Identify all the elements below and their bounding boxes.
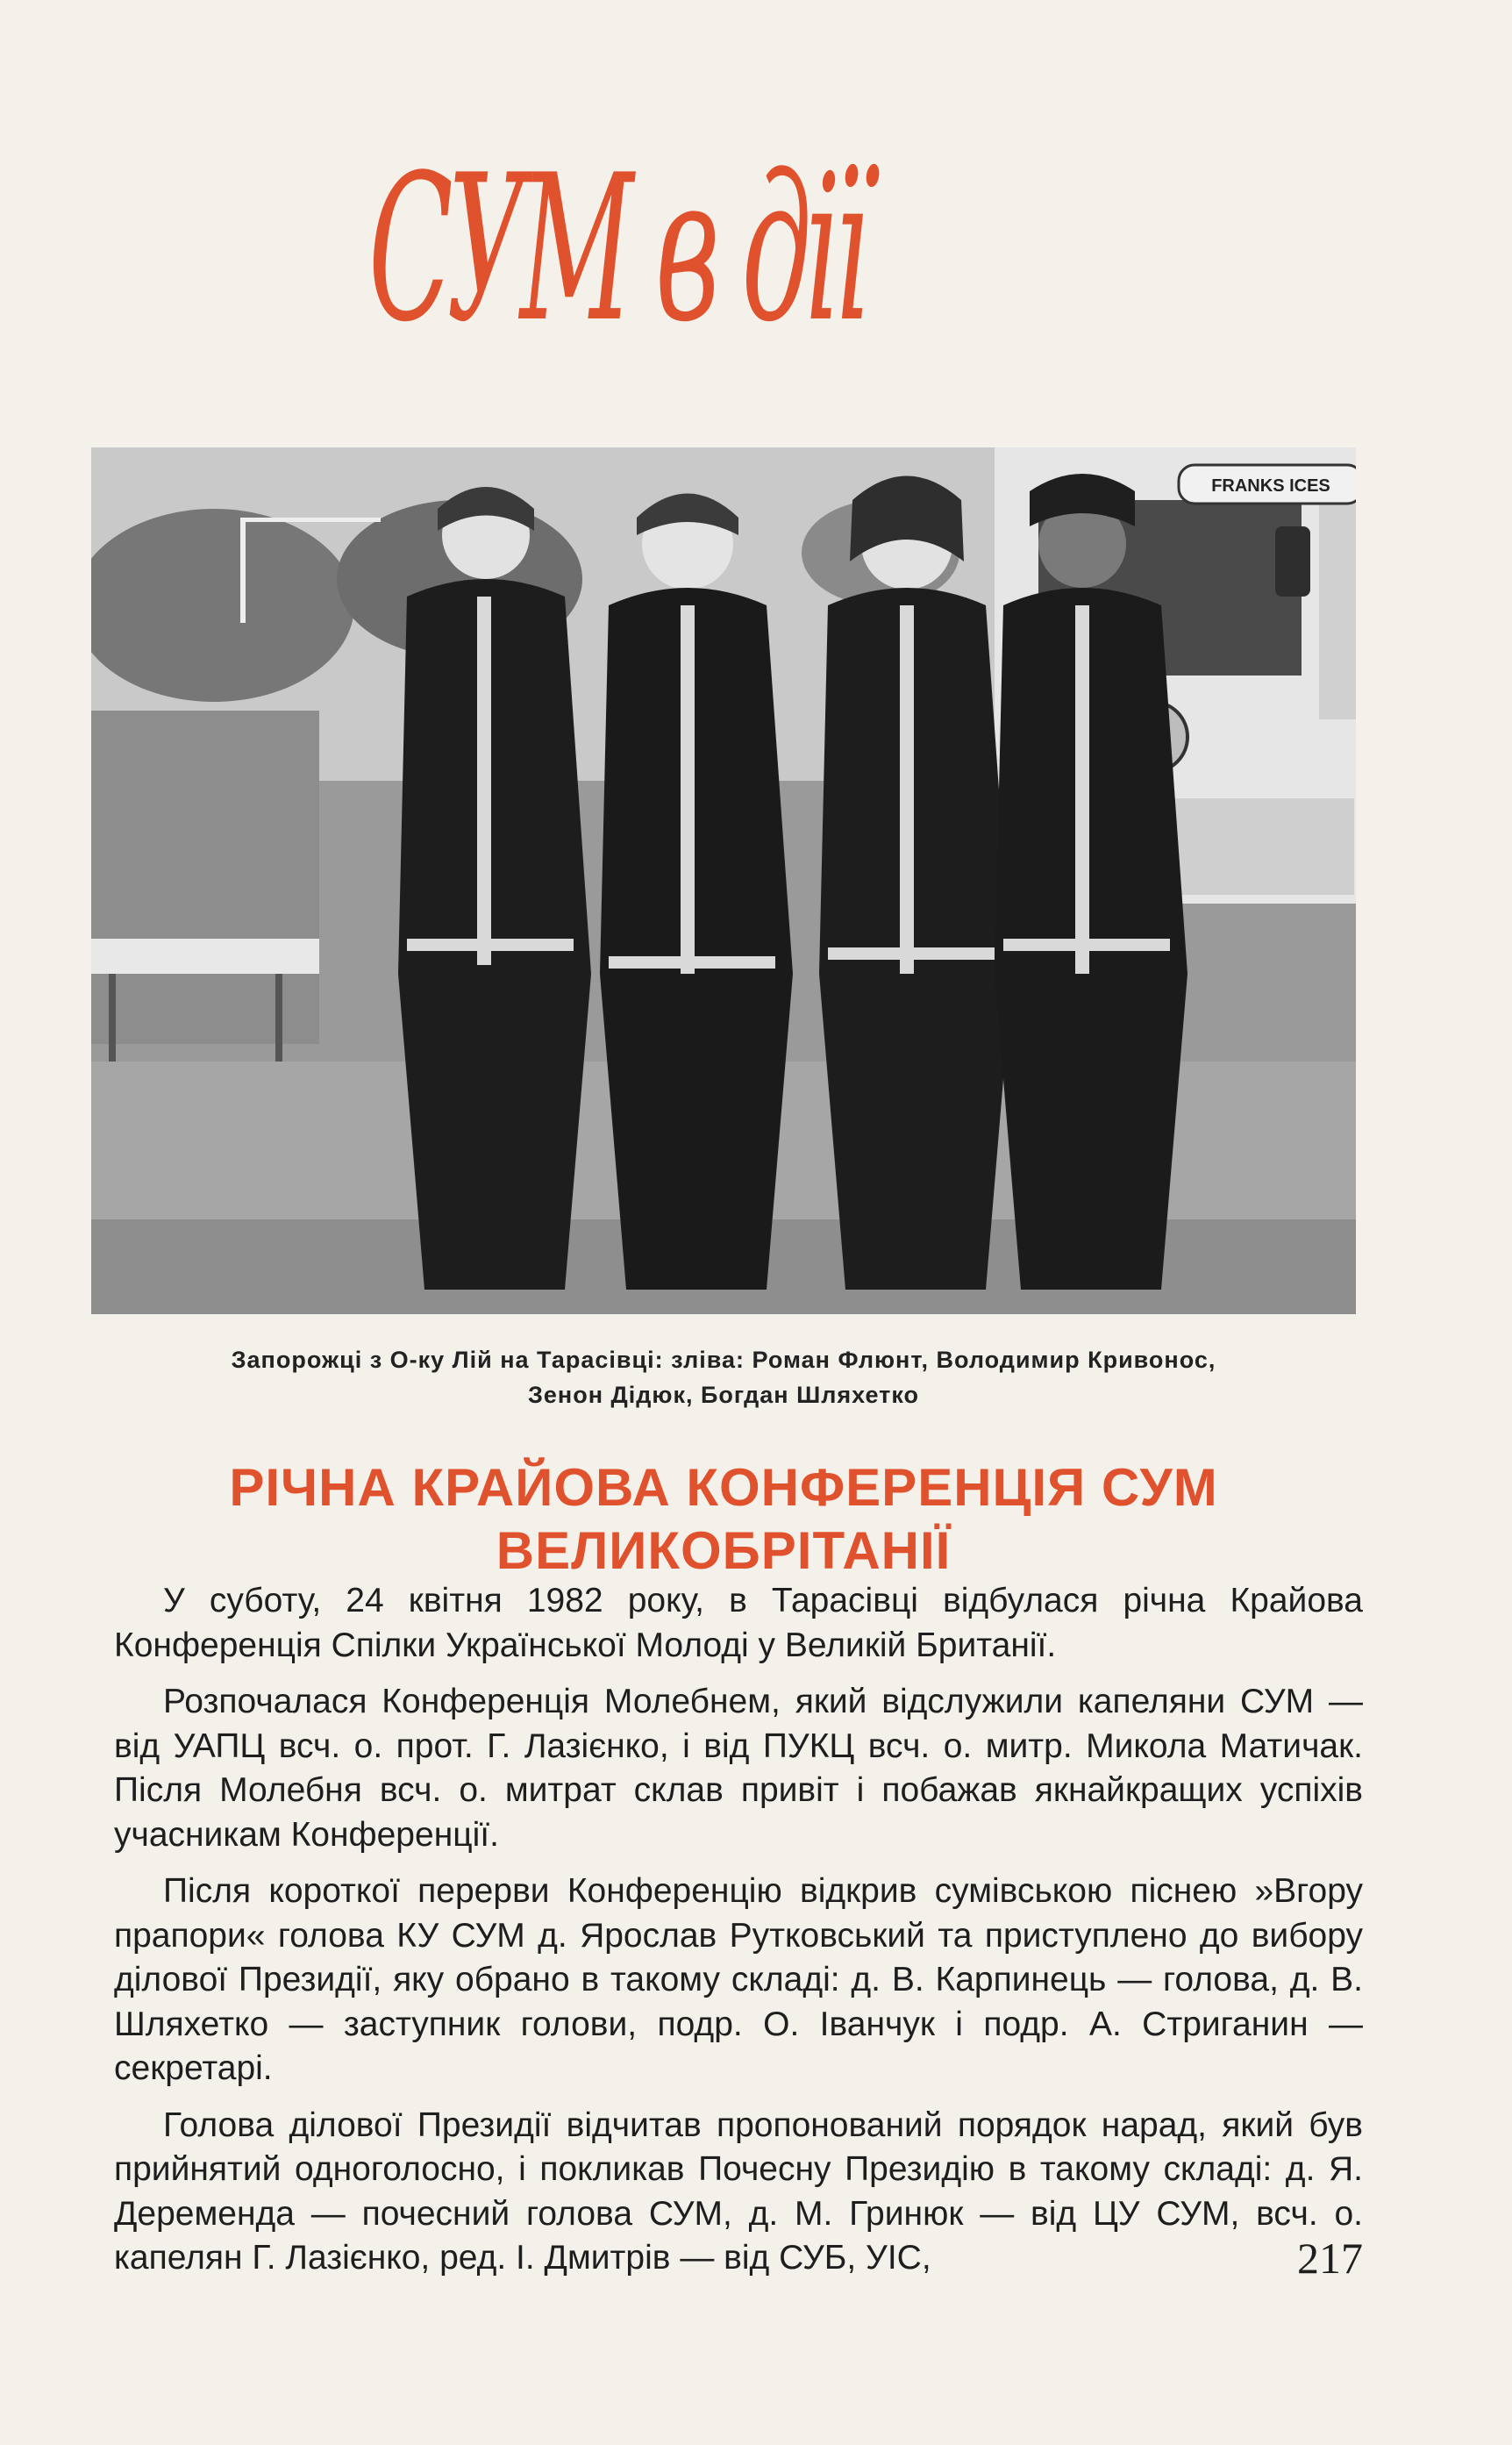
caption-line-1: Запорожці з О-ку Лій на Тарасівці: зліва: Роман Флюнт, Володимир Кривонос, bbox=[231, 1347, 1216, 1373]
paragraph: Після короткої перерви Конференцію відкрив сумівською піснею »Вгору прапори« голова КУ СУМ д. Ярослав Рутковський та приступлено до вибору ділової Президії, яку обрано в такому складі: д. В. Карпинець — голова, д. В. Шляхетко — заступник голови, подр. О. Іванчук і подр. А. Стриганин — секретарі. bbox=[114, 1872, 1363, 2087]
article-headline bbox=[91, 1456, 1356, 1583]
truck-sign: FRANKS ICES bbox=[1211, 476, 1330, 496]
photo-zaporozhtsi bbox=[91, 447, 1356, 1314]
section-title: СУМ в дії bbox=[368, 132, 863, 367]
paragraph: У суботу, 24 квітня 1982 року, в Тарасівці відбулася річна Крайова Конференція Спілки Української Молоді у Великій Британії. bbox=[114, 1582, 1363, 1664]
caption-line-2: Зенон Дідюк, Богдан Шляхетко bbox=[528, 1382, 919, 1408]
photo-caption bbox=[91, 1342, 1356, 1412]
paragraph: Розпочалася Конференція Молебнем, який відслужили капеляни СУМ — від УАПЦ всч. о. прот. Г. Лазієнко, і від ПУКЦ всч. о. митр. Микола Матичак. Після Молебня всч. о. митрат склав привіт і побажав якнайкращих успіхів учасникам Конференції. bbox=[114, 1683, 1363, 1854]
person-1 bbox=[398, 487, 591, 1290]
article-body bbox=[114, 1579, 1363, 2293]
headline-line-2: ВЕЛИКОБРІТАНІЇ bbox=[496, 1521, 952, 1580]
paragraph: Голова ділової Президії відчитав пропонований порядок нарад, який був прийнятий одноголосно, і покликав Почесну Президію в такому складі: д. Я. Деременда — почесний голова СУМ, д. М. Гринюк — від ЦУ СУМ, всч. о. капелян Г. Лазієнко, ред. І. Дмитрів — від СУБ, УІС, bbox=[114, 2105, 1363, 2277]
headline-line-1: РІЧНА КРАЙОВА КОНФЕРЕНЦІЯ СУМ bbox=[229, 1458, 1218, 1517]
page-number: 217 bbox=[1297, 2234, 1363, 2283]
person-2 bbox=[600, 494, 793, 1290]
